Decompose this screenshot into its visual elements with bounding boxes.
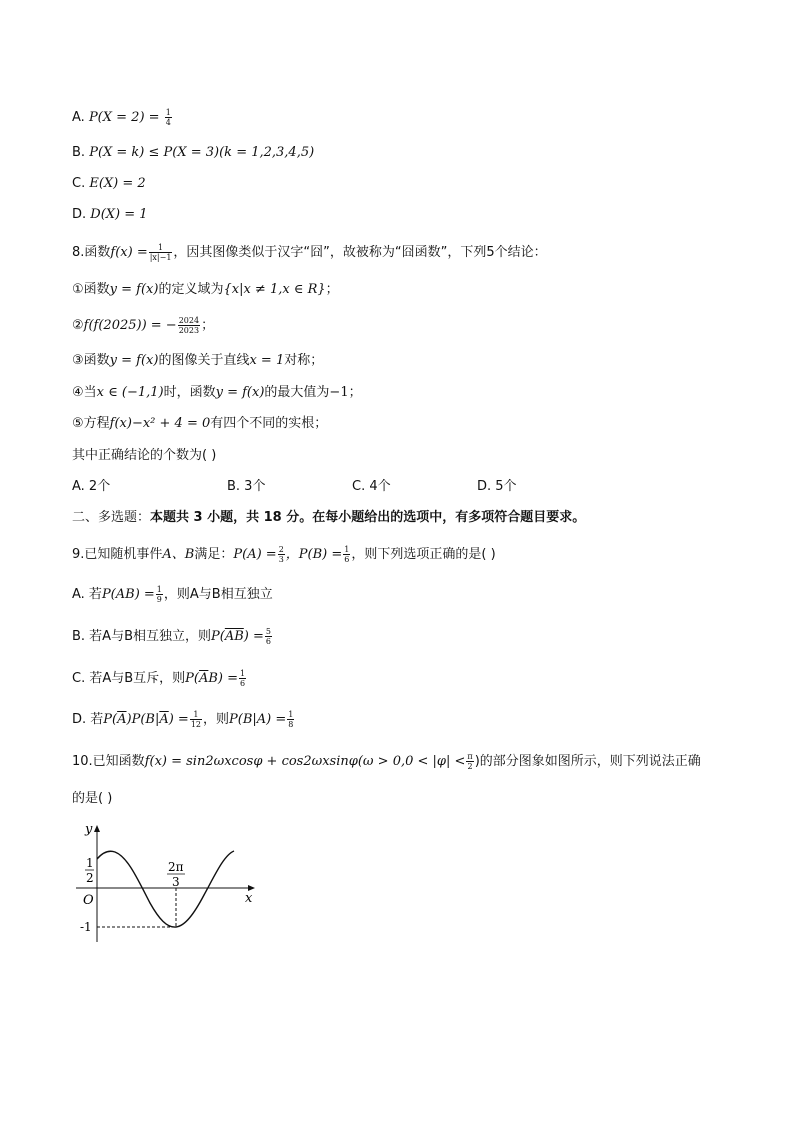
q9-option-a: A. 若P(AB) = $\frac{1}{9}$ ，则A与B相互独立 — [72, 585, 273, 604]
q9-option-d: D. 若$P(\overline{A})P(B|\overline{A})$ = $\frac{1}{12}$ ，则P(B|A) = $\frac{1}{8}$ — [72, 710, 294, 729]
fraction: $\frac{1}{8}$ — [288, 710, 294, 729]
y-tick-den: 2 — [86, 871, 94, 885]
q7-option-a: A. P(X = 2) = $\frac{1}{4}$ — [72, 108, 171, 127]
y-axis-label: y — [85, 822, 93, 837]
sine-curve — [97, 851, 234, 927]
q10-stem-line2: 的是( ) — [72, 791, 113, 806]
fraction: $\frac{2}{3}$ — [278, 545, 284, 564]
fraction: $\frac{1}{6}$ — [344, 545, 350, 564]
q9-stem: 9.已知随机事件A、B满足：P(A) = $\frac{2}{3}$ ，P(B) = $\frac{1}{6}$ ，则下列选项正确的是( ) — [72, 545, 496, 564]
y-min-label: -1 — [80, 920, 92, 934]
q8-question: 其中正确结论的个数为( ) — [72, 448, 217, 463]
q10-stem: 10.已知函数f(x) = sin2ωxcosφ + cos2ωxsinφ(ω > 0,0 < |φ| < $\frac{\pi}{2}$ )的部分图象如图所示，则下列说法正确 — [72, 752, 701, 771]
q8-statement-2: ②f(f(2025)) = − $\frac{2024}{2023}$ ； — [72, 316, 215, 335]
q8-option-a: A. 2个 — [72, 479, 111, 494]
q9-option-c: C. 若A与B互斥，则$P(\overline{A}B)$ = $\frac{1}{6}$ — [72, 669, 246, 688]
y-tick-num: 1 — [86, 856, 94, 870]
fraction: $\frac{5}{6}$ — [265, 627, 271, 646]
fraction: $\frac{2024}{2023}$ — [178, 316, 200, 335]
q9-option-b: B. 若A与B相互独立，则$P(\overline{AB})$ = $\frac{5}{6}$ — [72, 627, 271, 646]
function-graph — [72, 818, 272, 948]
q8-option-c: C. 4个 — [352, 479, 391, 494]
origin-label: O — [83, 893, 94, 908]
q8-statement-5: ⑤方程f(x)−x² + 4 = 0有四个不同的实根； — [72, 416, 328, 431]
section-title: 二、多选题：本题共 3 小题，共 18 分。在每小题给出的选项中，有多项符合题目要求。 — [72, 510, 586, 525]
x-tick-den: 3 — [172, 875, 180, 889]
q7-option-d: D. D(X) = 1 — [72, 207, 148, 222]
q8-statement-3: ③函数y = f(x)的图像关于直线x = 1对称； — [72, 353, 324, 368]
q8-option-b: B. 3个 — [227, 479, 266, 494]
fraction: $\frac{1}{6}$ — [240, 669, 246, 688]
x-axis-label: x — [245, 891, 253, 906]
q8-stem: 8.函数f(x) = $\frac{1}{|x|-1}$ ，因其图像类似于汉字“囧”，故被称为“囧函数”，下列5个结论： — [72, 243, 547, 262]
q7-option-b: B. P(X = k) ≤ P(X = 3)(k = 1,2,3,4,5) — [72, 145, 315, 160]
fraction: $\frac{\pi}{2}$ — [467, 752, 473, 771]
q7-option-c: C. E(X) = 2 — [72, 176, 146, 191]
fraction: $\frac{1}{12}$ — [190, 710, 202, 729]
q8-statement-1: ①函数y = f(x)的定义域为{x|x ≠ 1,x ∈ R}； — [72, 282, 339, 297]
fraction: $\frac{1}{9}$ — [156, 585, 162, 604]
fraction: $\frac{1}{|x|-1}$ — [149, 243, 172, 262]
fraction: $\frac{1}{4}$ — [165, 108, 171, 127]
q8-statement-4: ④当x ∈ (−1,1)时，函数y = f(x)的最大值为−1； — [72, 385, 362, 400]
x-tick-num: 2π — [168, 860, 184, 874]
q8-option-d: D. 5个 — [477, 479, 517, 494]
